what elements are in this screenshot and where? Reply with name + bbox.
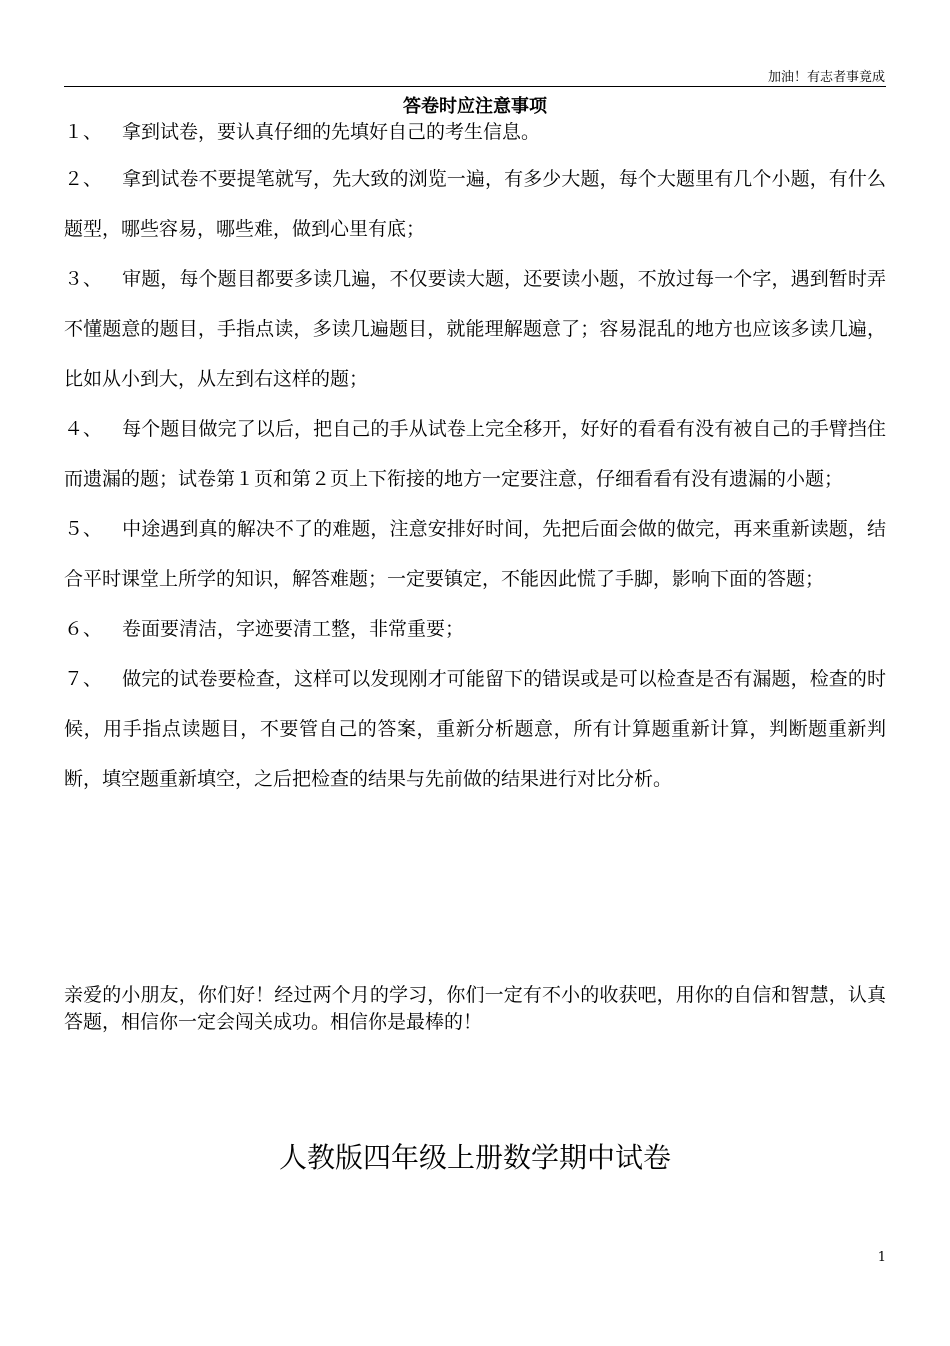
closing-message: 亲爱的小朋友，你们好！经过两个月的学习，你们一定有不小的收获吧，用你的自信和智慧，认真答题，相信你一定会闯关成功。相信你是最棒的！ [64, 984, 886, 1033]
item-number: １、 [64, 121, 103, 143]
item-text: 审题，每个题目都要多读几遍，不仅要读大题，还要读小题，不放过每一个字，遇到暂时弄不懂题意的题目，手指点读，多读几遍题目，就能理解题意了；容易混乱的地方也应该多读几遍，比如从小到大，从左到右这样的题； [64, 268, 886, 390]
item-text: 拿到试卷，要认真仔细的先填好自己的考生信息。 [122, 121, 541, 143]
exam-title: 人教版四年级上册数学期中试卷 [278, 1141, 671, 1174]
notice-list [64, 118, 886, 804]
item-number: ５、 [64, 518, 103, 540]
item-text: 做完的试卷要检查，这样可以发现刚才可能留下的错误或是可以检查是否有漏题，检查的时候，用手指点读题目，不要管自己的答案，重新分析题意，所有计算题重新计算，判断题重新判断，填空题重新填空，之后把检查的结果与先前做的结果进行对比分析。 [64, 668, 886, 790]
page-number: 1 [877, 1250, 886, 1265]
list-item [64, 504, 886, 604]
header-divider [64, 86, 886, 87]
item-number: ２、 [64, 168, 103, 190]
list-item [64, 604, 886, 654]
list-item [64, 404, 886, 504]
item-text: 卷面要清洁，字迹要清工整，非常重要； [122, 618, 465, 640]
list-item [64, 118, 886, 146]
item-number: ４、 [64, 418, 103, 440]
list-item [64, 254, 886, 404]
header-slogan: 加油！有志者事竟成 [767, 70, 885, 85]
item-text: 中途遇到真的解决不了的难题，注意安排好时间，先把后面会做的做完，再来重新读题，结合平时课堂上所学的知识，解答难题；一定要镇定，不能因此慌了手脚，影响下面的答题； [64, 518, 886, 590]
list-item [64, 654, 886, 804]
item-text: 拿到试卷不要提笔就写，先大致的浏览一遍，有多少大题，每个大题里有几个小题，有什么题型，哪些容易，哪些难，做到心里有底； [64, 168, 886, 240]
item-number: ７、 [64, 668, 103, 690]
list-item [64, 154, 886, 254]
notice-title: 答卷时应注意事项 [403, 96, 547, 117]
item-number: ３、 [64, 268, 103, 290]
item-text: 每个题目做完了以后，把自己的手从试卷上完全移开，好好的看看有没有被自己的手臂挡住而遗漏的题；试卷第１页和第２页上下衔接的地方一定要注意，仔细看看有没有遗漏的小题； [64, 418, 886, 490]
item-number: ６、 [64, 618, 103, 640]
